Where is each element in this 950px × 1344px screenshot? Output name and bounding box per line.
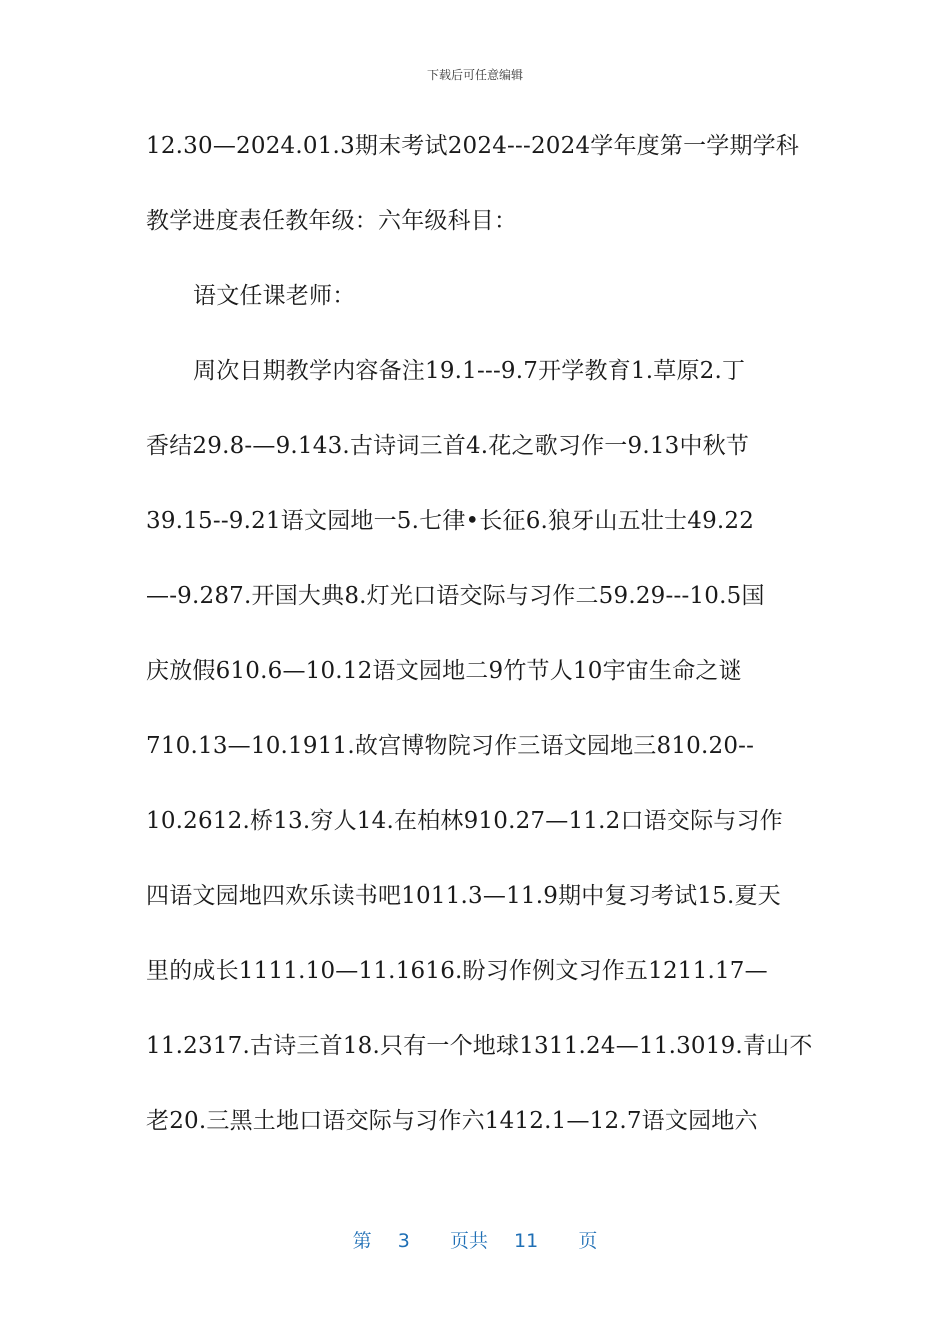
text-line: 39.15--9.21语文园地一5.七律•长征6.狼牙山五壮士49.22 [146, 508, 755, 534]
page-footer [0, 1226, 950, 1253]
header-note: 下载后可任意编辑 [426, 68, 523, 82]
text-line: —-9.287.开国大典8.灯光口语交际与习作二59.29---10.5国 [146, 583, 765, 609]
text-line: 里的成长1111.10—11.1616.盼习作例文习作五1211.17— [146, 958, 768, 984]
page-header [0, 66, 950, 83]
text-line: 庆放假610.6—10.12语文园地二9竹节人10宇宙生命之谜 [146, 658, 742, 684]
text-line: 语文任课老师： [193, 283, 356, 309]
text-line: 教学进度表任教年级：六年级科目： [146, 208, 518, 234]
text-line: 12.30—2024.01.3期末考试2024---2024学年度第一学期学科 [146, 133, 800, 159]
total-pages-number: 11 [514, 1230, 539, 1252]
current-page-number: 3 [397, 1230, 410, 1252]
page-label-prefix: 第 [352, 1230, 372, 1252]
text-line: 老20.三黑土地口语交际与习作六1412.1—12.7语文园地六 [146, 1108, 758, 1134]
document-body [146, 118, 826, 1168]
text-line: 周次日期教学内容备注19.1---9.7开学教育1.草原2.丁 [193, 358, 746, 384]
page-label-mid: 页共 [449, 1230, 488, 1252]
text-line: 710.13—10.1911.故宫博物院习作三语文园地三810.20-- [146, 733, 755, 759]
text-line: 11.2317.古诗三首18.只有一个地球1311.24—11.3019.青山不 [146, 1033, 813, 1059]
text-line: 四语文园地四欢乐读书吧1011.3—11.9期中复习考试15.夏天 [146, 883, 781, 909]
text-line: 10.2612.桥13.穷人14.在柏林910.27—11.2口语交际与习作 [146, 808, 783, 834]
page-label-suffix: 页 [578, 1230, 598, 1252]
text-line: 香结29.8-—9.143.古诗词三首4.花之歌习作一9.13中秋节 [146, 433, 750, 459]
